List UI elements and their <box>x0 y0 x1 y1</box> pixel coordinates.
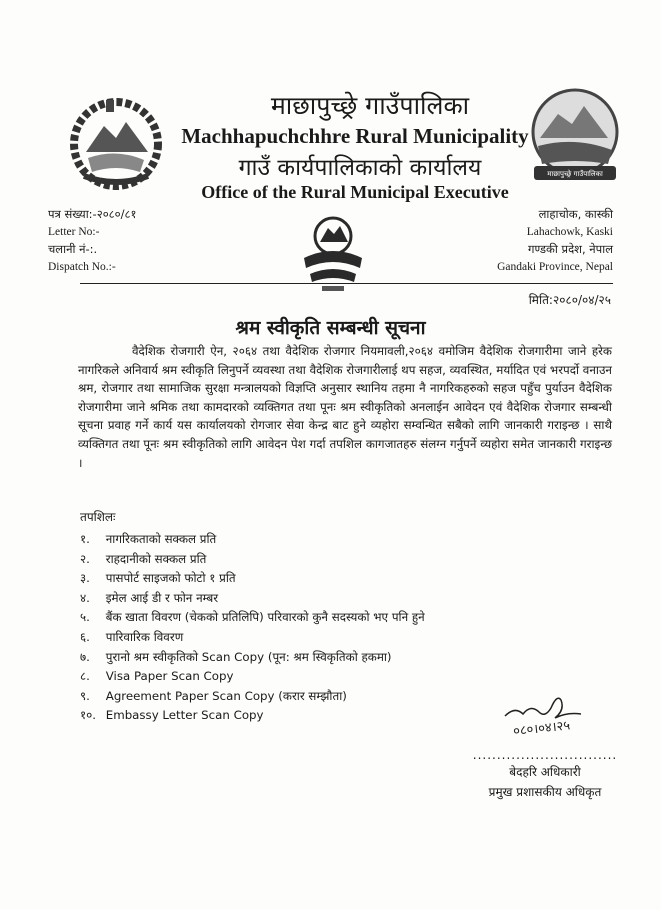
handwritten-date: ०८०।०४।२५ <box>512 718 571 736</box>
requirement-item <box>80 648 425 668</box>
handwritten-signature-icon <box>485 692 605 736</box>
nepal-emblem-icon <box>64 92 168 192</box>
office-name-nepali: गाउँ कार्यपालिकाको कार्यालय <box>238 155 482 181</box>
requirement-text: इमेल आई डी र फोन नम्बर <box>105 590 219 605</box>
requirement-number: ६. <box>80 629 90 644</box>
requirement-text: Embassy Letter Scan Copy <box>105 708 264 723</box>
requirement-number: १. <box>80 532 90 546</box>
dispatch-no-english: Dispatch No.:- <box>48 260 116 273</box>
letter-date: मिति:२०८०/०४/२५ <box>528 293 611 307</box>
requirement-item <box>80 667 425 687</box>
notice-title: श्रम स्वीकृति सम्बन्धी सूचना <box>235 317 426 339</box>
requirement-item <box>80 706 425 726</box>
requirement-number: ४. <box>80 590 90 605</box>
requirement-item <box>80 687 425 707</box>
requirement-item <box>80 608 425 628</box>
requirement-item <box>80 589 425 609</box>
requirement-item <box>80 628 425 648</box>
requirement-item <box>80 569 425 589</box>
requirement-number: ९. <box>80 688 90 703</box>
address-line-2: Lahachowk, Kaski <box>526 225 613 238</box>
requirement-text: बैंक खाता विवरण (चेकको प्रतिलिपि) परिवारको कुनै सदस्यको भए पनि हुने <box>105 610 425 625</box>
notice-body: वैदेशिक रोजगारी ऐन, २०६४ तथा वैदेशिक रोजगार नियमावली,२०६४ वमोजिम वैदेशिक रोजगारीमा जाने हरेक नागरिकले अनिवार्य श्रम स्वीकृति लिनुपर्ने व्यवस्था तथा वैदेशिक रोजगारीलाई थप सहज, व्यवस्थित, मर्यादित एवं भरपर्दो वनाउन श्रम, रोजगार तथा सामाजिक सुरक्षा मन्त्रालयको विज्ञप्ति अनुसार स्थानिय तहमा नै नागरिकहरुको सहज पहुँच पुर्याउन वैदेशिक रोजगारीमा जाने श्रमिक तथा कामदारको व्यक्तिगत तथा पूनः श्रम स्वीकृतिको अनलाईन आवेदन एवं वैदेशिक रोजगार सम्बन्धी सूचना प्रवाह गर्ने कार्य यस कार्यालयको रोगजार सेवा केन्द्र बाट हुने व्यहोरा सम्वन्धित सबैको लागि जानकारी गराइन्छ । साथै व्यक्तिगत तथा पूनः श्रम स्वीकृतिको लागि आवेदन पेश गर्दा तपशिल कागजातहरु संलग्न गर्नुपर्ने व्यहोरा समेत जानकारी गराइन्छ । <box>78 344 612 470</box>
requirement-number: १०. <box>80 708 97 723</box>
requirements-list <box>80 530 425 726</box>
address-line-4: Gandaki Province, Nepal <box>497 260 613 273</box>
address-line-3: गण्डकी प्रदेश, नेपाल <box>527 242 613 256</box>
signature-block <box>470 692 620 802</box>
office-name-english: Office of the Rural Municipal Executive <box>201 182 509 202</box>
municipality-name-english: Machhapuchchhre Rural Municipality <box>181 124 529 148</box>
requirement-item <box>80 530 425 550</box>
requirement-text: पासपोर्ट साइजको फोटो १ प्रति <box>105 571 236 586</box>
requirement-text: पुरानो श्रम स्वीकृतिको Scan Copy (पून: श्रम स्विकृतिको हकमा) <box>105 649 392 664</box>
requirement-number: ८. <box>80 669 90 684</box>
address-line-1: लाहाचोक, कास्की <box>538 207 613 221</box>
letter-no-english: Letter No:- <box>48 225 100 238</box>
requirements-heading: तपशिलः <box>80 510 116 524</box>
requirement-text: राहदानीको सक्कल प्रति <box>105 551 207 566</box>
requirement-item <box>80 550 425 570</box>
requirement-text: पारिवारिक विवरण <box>105 629 184 644</box>
municipality-name-nepali: माछापुच्छ्रे गाउँपालिका <box>270 91 470 120</box>
requirement-number: ५. <box>80 610 90 625</box>
requirement-text: Visa Paper Scan Copy <box>105 669 234 684</box>
office-address <box>497 206 613 276</box>
letter-info <box>48 206 136 276</box>
requirement-number: ७. <box>80 649 90 664</box>
requirement-text: नागरिकताको सक्कल प्रति <box>105 532 217 546</box>
header-divider <box>80 283 613 284</box>
dispatch-no-nepali: चलानी नं-:. <box>48 242 98 256</box>
office-stamp-icon <box>298 214 368 294</box>
signatory-designation: प्रमुख प्रशासकीय अधिकृत <box>488 785 602 799</box>
municipality-logo-icon <box>528 84 622 192</box>
signatory-name: बेदहरि अधिकारी <box>509 765 581 779</box>
letter-no-nepali: पत्र संख्या:-२०८०/८१ <box>48 207 137 221</box>
logo-text: माछापुच्छ्रे गाउँपालिका <box>547 170 603 178</box>
requirement-number: २. <box>80 551 90 566</box>
requirement-text: Agreement Paper Scan Copy (करार सम्झौता) <box>105 688 347 703</box>
signature-line: .............................. <box>472 748 618 762</box>
requirement-number: ३. <box>80 571 90 586</box>
